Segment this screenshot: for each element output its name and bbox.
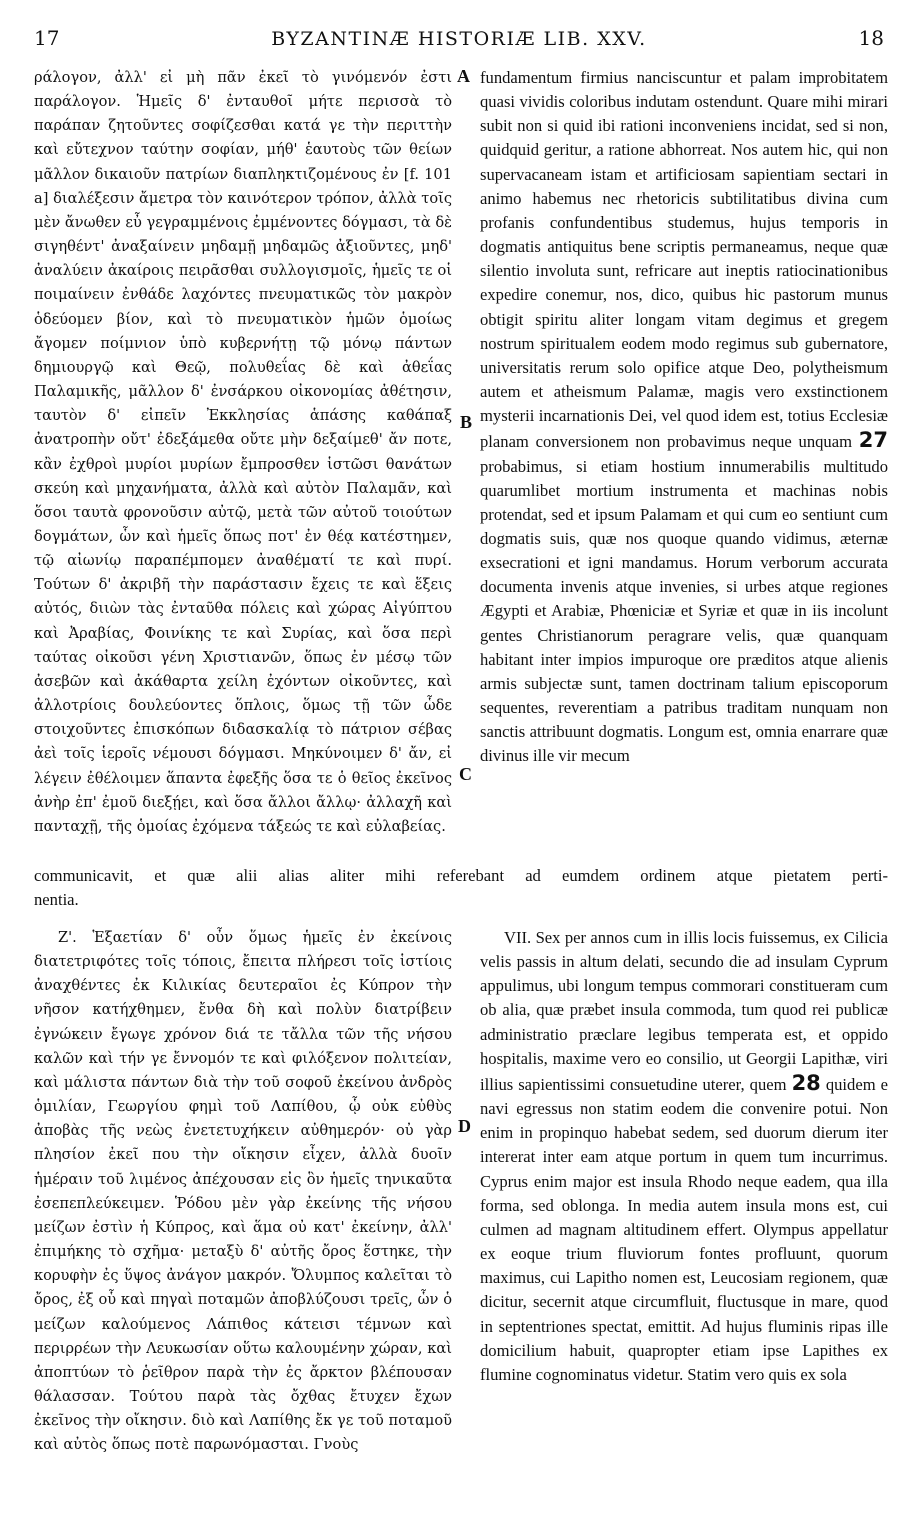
margin-letter-d: D — [458, 1116, 471, 1136]
margin-letter-a: A — [457, 66, 470, 86]
margin-letter-b: B — [460, 412, 473, 432]
greek-column-lower — [34, 926, 452, 1526]
latin-paragraph — [480, 926, 888, 1387]
full-width-line-2: nentia. — [34, 890, 79, 910]
page-number-right: 18 — [858, 26, 884, 50]
latin-text: probabimus, si etiam hostium innumerabilis multitudo quarumlibet mortium instrumenta et machinas nobis protendat, sed et ipsum Palamam et qui cum eo sentiunt cum dogmatis suis, quæ nos quoque quando vidimus, æternæ exsecrationi et igni mandamus. Horum verborum accurata documenta invenis atque invenies, si urbes atque regiones Ægypti et Arabiæ, Phœniciæ et Syriæ et quæ in iis incolunt gentes Christianorum peragrare velis, quæ quanquam habitant inter impios impuroque ore præditos atque alienis armis subjectæ sunt, tamen doctrinam talium episcoporum sequentes, reverentiam a patribus traditam nunquam non sanctis attribuunt dogmatis. Longum est, omnia enarrare quæ divinus ille vir mecum — [480, 456, 888, 766]
greek-text: ράλογον, ἀλλ' εἰ μὴ πᾶν ἐκεῖ τὸ γινόμενόν ἐστι παράλογον. Ἡμεῖς δ' ἐνταυθοῖ μήτε περισσὰ τὸ παράπαν ζητοῦντες σοφίζεσθαι κατά γε τὴν περιττὴν καὶ εὔτεχνον ταύτην σοφίαν, μήθ' ἑαυτοὺς τῶν θείων μᾶλλον δικαιοῦν πατρίων διαπληκτιζομένους ἐν — [34, 69, 452, 183]
pin-number: 28 — [791, 1070, 821, 1095]
running-title: BYZANTINÆ HISTORIÆ LIB. XXV. — [271, 28, 647, 50]
latin-column-lower — [480, 926, 888, 1526]
latin-text: VII. Sex per annos cum in illis locis fuissemus, ex Cilicia velis passis in altum delati, secundo die ad insulam Cyprum appulimus, ubi longum tempus commorari constitueram cum ob alia, quæ præbet insula commoda, tum quod rei publicæ administratio præclare legibus temperata est, et oppido hospitalis, maxime vero eo consilio, ut Georgii Lapithæ, viri illius sapientissimi consuetudine uterer, quem — [480, 928, 888, 1094]
greek-text: διαλέξεσιν ἄμετρα τὸν καινότερον τρόπον, ἀλλὰ τοῖς μὲν ἄνωθεν εὖ γεγραμμένοις ἐμμένοντες δόγμασι, τὰ δὲ σιγηθέντ' ἀναξαίνειν μηδαμῇ μηδαμῶς ἀξιοῦντες, μηδ' ἀναλύειν ἀκαίροις πειρᾶσθαι συλλογισμοῖς, ἡμεῖς τε οἱ ποιμαίνειν ἐνθάδε λαχόντες πνευματικῶς τὸν μακρὸν ὁδεύομεν βίον, καὶ τὸ πνευματικὸν ἡμῶν ὁμοίως ἄγομεν ποίμνιον ὑπὸ κυβερνήτῃ τῷ μόνῳ πάντων δημιουργῷ καὶ Θεῷ, πολυθεΐας δὲ καὶ ἀθεΐας Παλαμικῆς, μᾶλλον δ' ἐνσάρκου οἰκονομίας ἀθέτησιν, ταυτὸν δ' εἰπεῖν Ἐκκλησίας ἁπάσης καθάπαξ ἀνατροπὴν οὔτ' ἐδεξάμεθα οὔτε μὴν δεξαίμεθ' ἄν ποτε, κἂν ἐχθροὶ μυρίοι μυρίων ἔμπροσθεν ἱστῶσι θανάτων σκεύη καὶ μηχανήματα, ἀλλὰ καὶ αὐτὸν Παλαμᾶν, καὶ ὅσοι ταυτὰ φρονοῦσιν αὐτῷ, μετὰ τῶν αὐτοῦ τοιούτων δογμάτων, ὧν καὶ ἡμεῖς ὅπως ποτ' ἐν θέᾳ κατέστημεν, τῷ αἰωνίῳ παραπέμπομεν ἀναθέματί τε καὶ πυρί. Τούτων δ' ἀκριβῆ τὴν παράστασιν ἔχεις τε καὶ ἕξεις αὐτός, διιὼν τὰς ἐνταῦθα πόλεις καὶ χώρας Αἰγύπτου καὶ Ἀραβίας, Φοινίκης τε καὶ Συρίας, καὶ ὅσα περὶ ταύτας οἰκοῦσι γένη Χριστιανῶν, ὅπως ἐν μέσῳ τῶν ἀσεβῶν καὶ ἀκάθαρτα χείλη ἐχόντων οἰκοῦντες, καὶ ἀλλοτρίοις δουλεύοντες ὅπλοις, ὅμως τῇ τῶν ὧδε στοιχοῦντες ἐπισκόπων διδασκαλίᾳ τὸ πάτριον σέβας ἀεὶ τοῖς ἱεροῖς νέμουσι δόγμασι. Μηκύνοιμεν δ' ἄν, εἰ λέγειν ἐθέλοιμεν ἅπαντα ἐφεξῆς ὅσα τε ὁ θεῖος ἐκεῖνος ἀνὴρ ἐπ' ἐμοῦ διεξῄει, καὶ ὅσα ἄλλοι ἄλλῳ· ἀλλαχῆ καὶ πανταχῇ, τῆς ὁμοίας ἐχόμενα τάξεώς τε καὶ εὐλαβείας. — [34, 189, 452, 835]
latin-text: fundamentum firmius nanciscuntur et palam improbitatem quasi vividis coloribus indutam ostendunt. Quare mihi mirari subit non si quid ibi rationi inconveniens incidat, sed si non, quidquid geritur, a ratione abhorreat. Nos autem hic, qui non supervacaneam istam et artificiosam sapientiam sectari in animo habemus nec rhetoricis subtilitatibus divina cum profanis confundentibus studemus, hujus temporis in dogmatis antiquitus bene scriptis permaneamus, neque quæ silentio involuta sunt, refricare aut ineptis ratiocinationibus expedire conemur, nos, dico, quibus hic pastorum munus obtigit spiritu aliter longam vitam degimus et gregem nostrum spiritualem eodem modo regimus sub gubernatore, universitatis rerum solo opifice atque Deo, polytheismum autem et atheismum Palamæ, magis vero exstinctionem mysterii incarnationis Dei, vel quod idem est, totius Ecclesiæ planam conversionem non probavimus neque unquam — [480, 68, 888, 452]
greek-paragraph: Ζ'. Ἑξαετίαν δ' οὖν ὅμως ἡμεῖς ἐν ἐκείνοις διατετριφότες τοῖς τόποις, ἔπειτα πλήρεσι τοῖς ἱστίοις ἀναχθέντες ἐκ Κιλικίας δευτεραῖοι ἐς Κύπρον τὴν νῆσον κατήχθημεν, ἔνθα δὴ καὶ πολὺν διατρίβειν ἐγνώκειν ἔγωγε χρόνον διά τε τἄλλα τῶν τῆς νήσου καλῶν καὶ τήν γε ἔννομόν τε καὶ φιλόξενον πολιτείαν, καὶ μάλιστα πάντων διὰ τὴν τοῦ σοφοῦ ἐκείνου ἀνδρὸς ὁμιλίαν, Γεωργίου φημὶ τοῦ Λαπίθου, ᾧ οὐκ εὐθὺς ἀποβὰς τῆς νεὼς ἐνετετυχήκειν αὐθημερόν· οὐ γὰρ πλησίον ἐκεῖ που τὴν οἴκησιν εἶχεν, ἀλλὰ δυοῖν ἡμέραιν τοῦ λιμένος ἀπέχουσαν εἰς ὃν ἡμεῖς τηνικαῦτα ἐσεπεπλεύκειμεν. Ῥόδου μὲν γὰρ ἐκείνης τῆς νήσου μείζων ἐστὶν ἡ Κύπρος, καὶ ἅμα οὐ κατ' ἐκείνην, ἀλλ' ἐπιμήκης τὸ σχῆμα· μεταξὺ δ' αὐτῆς ὄρος ἕστηκε, τὴν κορυφὴν ἐς ὕψος ἀνάγον μακρόν. Ὄλυμπος καλεῖται τὸ ὄρος, ἐξ οὗ καὶ πηγαὶ ποταμῶν ἀποβλύζουσι τρεῖς, ὧν ὁ μείζων καλούμενος Λάπιθος κάτεισι τέμνων καὶ περιρρέων τὴν Λευκωσίαν οὕτω καλουμένην χώραν, καὶ ἀποπτύων τὸ ῥεῖθρον παρὰ τὴν ἐς ἄρκτον βλέπουσαν θάλασσαν. Τούτου παρὰ τὰς ὄχθας ἔτυχεν ἔχων ἐκεῖνος τὴν οἴκησιν. διὸ καὶ Λαπίθης ἔκ γε τοῦ ποταμοῦ καὶ αὐτὸς ὅπως ποτὲ παρωνόμασται. Γνοὺς — [34, 929, 452, 1454]
full-width-text — [34, 864, 888, 916]
full-width-line-1: communicavit, et quæ alii alias aliter mihi referebant ad eumdem ordinem atque pietatem perti- — [34, 866, 888, 885]
folio-reference: [f. 101 a] — [34, 165, 452, 207]
greek-paragraph — [34, 66, 452, 839]
pin-number: 27 — [858, 428, 888, 453]
margin-letter-c: C — [459, 764, 472, 784]
page-number-left: 17 — [34, 26, 60, 50]
greek-column-upper — [34, 66, 452, 862]
latin-column-upper — [480, 66, 888, 862]
page-header — [34, 26, 884, 56]
latin-paragraph — [480, 66, 888, 769]
latin-text: quidem e navi egressus non statim eodem die convenire potui. Non enim in propinquo habebat sedem, sed duorum dierum iter intererat inter eam atque portum in quem tum incurrimus. Cyprus enim major est insula Rhodo neque eadem, qua illa forma, sed oblonga. In media autem insula mons est, cui culmen ad magnam altitudinem effert. Olympus appellatur ex eoque trium fluviorum fontes profluunt, quorum maximus, cui Lapitho nomen est, Leucosiam regionem, quæ dicitur, secernit atque circumfluit, fluctusque in mare, quod in septentriones spectat, emittit. Ad hujus fluminis ripas ille domicilium habuit, quapropter etiam ipse Lapithes ex flumine cognominatus videtur. Statim vero quis ex sola — [480, 1074, 888, 1384]
